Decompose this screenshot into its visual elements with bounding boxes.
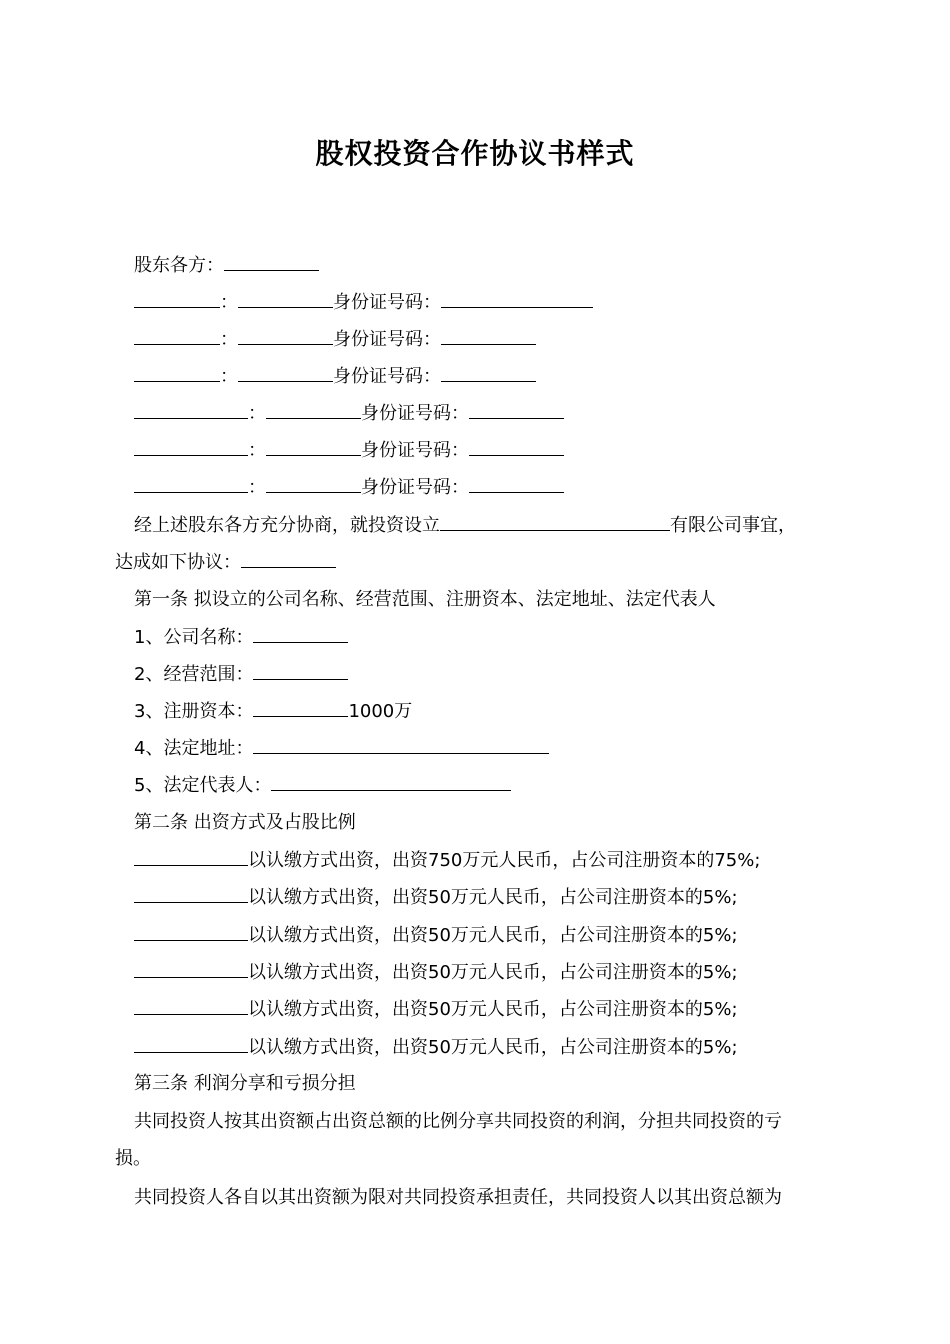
contribution-row bbox=[134, 847, 760, 874]
item-label: 4、法定地址： bbox=[134, 738, 254, 759]
shareholder-row bbox=[134, 400, 564, 427]
id-label: 身份证号码： bbox=[361, 440, 469, 461]
blank-field[interactable] bbox=[469, 400, 564, 419]
blank-field[interactable] bbox=[134, 363, 220, 382]
blank-field[interactable] bbox=[224, 252, 319, 271]
legal-rep-line bbox=[134, 772, 511, 799]
shareholders-label: 股东各方： bbox=[134, 255, 224, 276]
blank-field[interactable] bbox=[253, 735, 549, 754]
id-label: 身份证号码： bbox=[333, 292, 441, 313]
contribution-row bbox=[134, 996, 738, 1023]
shareholder-row bbox=[134, 326, 536, 353]
document-title: 股权投资合作协议书样式 bbox=[315, 137, 635, 170]
contribution-row bbox=[134, 922, 738, 949]
article-3-paragraph-2: 共同投资人各自以其出资额为限对共同投资承担责任，共同投资人以其出资总额为 bbox=[134, 1187, 782, 1208]
shareholder-row bbox=[134, 363, 536, 390]
blank-field[interactable] bbox=[134, 884, 248, 903]
blank-field[interactable] bbox=[134, 474, 248, 493]
blank-field[interactable] bbox=[134, 400, 248, 419]
article-3-paragraph-1-cont: 损。 bbox=[115, 1148, 151, 1169]
colon: ： bbox=[248, 403, 266, 424]
shareholder-row bbox=[134, 437, 564, 464]
blank-field[interactable] bbox=[441, 363, 536, 382]
blank-field[interactable] bbox=[134, 289, 220, 308]
blank-field[interactable] bbox=[253, 624, 348, 643]
blank-field[interactable] bbox=[469, 474, 564, 493]
registered-capital-line bbox=[134, 698, 412, 725]
contribution-text: 以认缴方式出资，出资50万元人民币，占公司注册资本的5%; bbox=[248, 999, 738, 1020]
item-label: 5、法定代表人： bbox=[134, 775, 272, 796]
capital-value: 1000万 bbox=[348, 701, 413, 722]
contribution-text: 以认缴方式出资，出资50万元人民币，占公司注册资本的5%; bbox=[248, 925, 738, 946]
blank-field[interactable] bbox=[134, 437, 248, 456]
blank-field[interactable] bbox=[266, 437, 361, 456]
blank-field[interactable] bbox=[134, 1034, 248, 1053]
blank-field[interactable] bbox=[238, 326, 333, 345]
colon: ： bbox=[220, 366, 238, 387]
company-name-line bbox=[134, 624, 348, 651]
article-2-title: 第二条 出资方式及占股比例 bbox=[134, 812, 356, 833]
item-label: 2、经营范围： bbox=[134, 664, 254, 685]
legal-address-line bbox=[134, 735, 549, 762]
blank-field[interactable] bbox=[134, 922, 248, 941]
blank-field[interactable] bbox=[441, 326, 536, 345]
contribution-text: 以认缴方式出资，出资50万元人民币，占公司注册资本的5%; bbox=[248, 1037, 738, 1058]
id-label: 身份证号码： bbox=[361, 403, 469, 424]
colon: ： bbox=[248, 477, 266, 498]
intro-text: 经上述股东各方充分协商，就投资设立 bbox=[134, 515, 440, 536]
contribution-row bbox=[134, 884, 738, 911]
colon: ： bbox=[220, 292, 238, 313]
intro-text: 达成如下协议： bbox=[115, 552, 241, 573]
blank-field[interactable] bbox=[469, 437, 564, 456]
colon: ： bbox=[220, 329, 238, 350]
contribution-text: 以认缴方式出资，出资50万元人民币，占公司注册资本的5%; bbox=[248, 962, 738, 983]
blank-field[interactable] bbox=[266, 400, 361, 419]
contribution-row bbox=[134, 1034, 738, 1061]
item-label: 1、公司名称： bbox=[134, 627, 254, 648]
contribution-text: 以认缴方式出资，出资750万元人民币，占公司注册资本的75%; bbox=[248, 850, 761, 871]
article-3-title: 第三条 利润分享和亏损分担 bbox=[134, 1073, 356, 1094]
blank-field[interactable] bbox=[253, 698, 348, 717]
shareholder-row bbox=[134, 474, 564, 501]
blank-field[interactable] bbox=[266, 474, 361, 493]
shareholder-row bbox=[134, 289, 593, 316]
blank-field[interactable] bbox=[241, 549, 336, 568]
intro-text: 有限公司事宜， bbox=[670, 515, 796, 536]
blank-field[interactable] bbox=[253, 661, 348, 680]
blank-field[interactable] bbox=[238, 363, 333, 382]
business-scope-line bbox=[134, 661, 348, 688]
shareholders-line bbox=[134, 252, 319, 279]
blank-field[interactable] bbox=[134, 847, 248, 866]
intro-line-2 bbox=[115, 549, 336, 576]
contribution-row bbox=[134, 959, 738, 986]
id-label: 身份证号码： bbox=[333, 329, 441, 350]
blank-field[interactable] bbox=[134, 996, 248, 1015]
blank-field[interactable] bbox=[271, 772, 511, 791]
article-1-title: 第一条 拟设立的公司名称、经营范围、注册资本、法定地址、法定代表人 bbox=[134, 589, 716, 610]
contribution-text: 以认缴方式出资，出资50万元人民币，占公司注册资本的5%; bbox=[248, 887, 738, 908]
blank-field[interactable] bbox=[134, 959, 248, 978]
blank-field[interactable] bbox=[441, 289, 593, 308]
colon: ： bbox=[248, 440, 266, 461]
company-name-blank[interactable] bbox=[440, 512, 670, 531]
id-label: 身份证号码： bbox=[333, 366, 441, 387]
blank-field[interactable] bbox=[134, 326, 220, 345]
item-label: 3、注册资本： bbox=[134, 701, 254, 722]
blank-field[interactable] bbox=[238, 289, 333, 308]
article-3-paragraph-1: 共同投资人按其出资额占出资总额的比例分享共同投资的利润，分担共同投资的亏 bbox=[134, 1111, 782, 1132]
intro-line-1 bbox=[134, 512, 796, 539]
id-label: 身份证号码： bbox=[361, 477, 469, 498]
